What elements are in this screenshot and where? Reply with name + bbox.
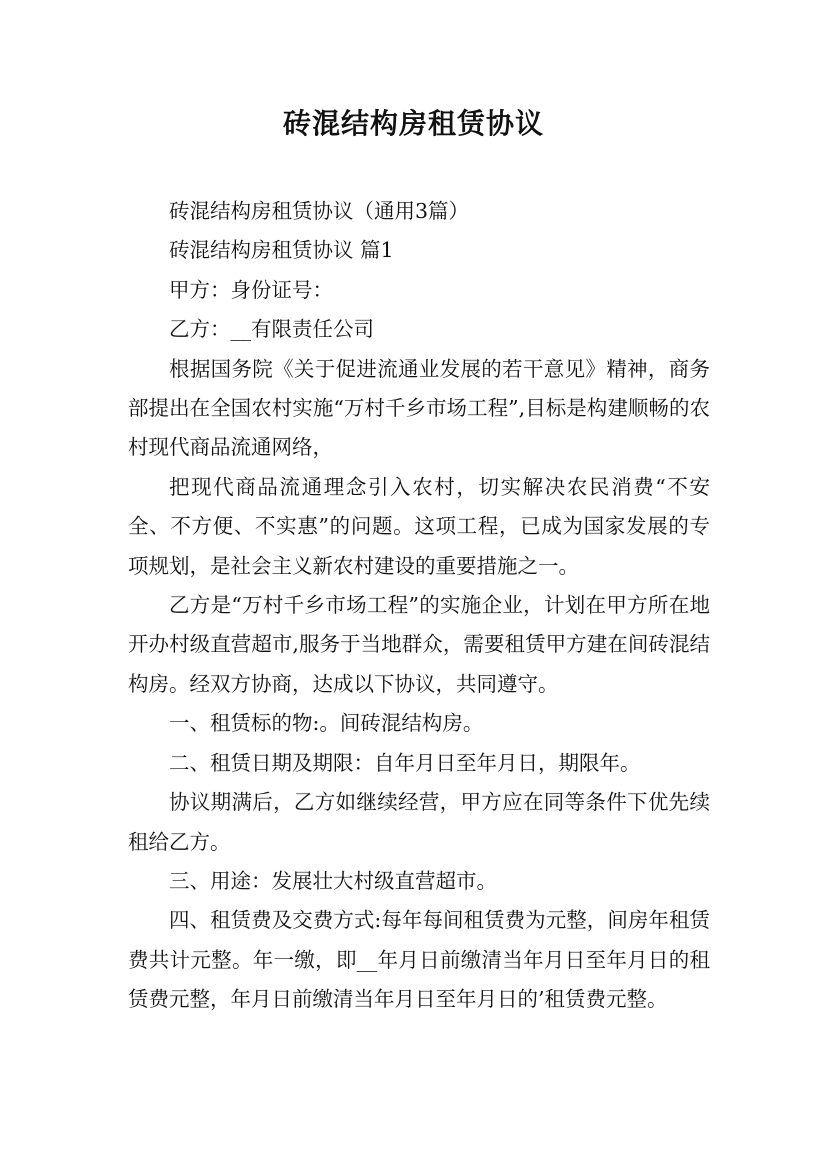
paragraph-agreement-intro: 乙方是“万村千乡市场工程”的实施企业，计划在甲方所在地开办村级直营超市,服务于当地群众，需要租赁甲方建在间砖混结构房。经双方协商，达成以下协议，共同遵守。 [128, 593, 710, 696]
paragraph-party-a: 甲方：身份证号： [169, 277, 333, 302]
document-title: 砖混结构房租赁协议 [282, 107, 544, 140]
document-body [128, 192, 710, 1020]
paragraph-background: 根据国务院《关于促进流通业发展的若干意见》精神，商务部提出在全国农村实施“万村千乡市场工程”,目标是构建顺畅的农村现代商品流通网络， [128, 356, 710, 460]
paragraph-clause-1: 一、租赁标的物:。间砖混结构房。 [169, 711, 484, 736]
paragraph-section-heading: 砖混结构房租赁协议 篇1 [169, 238, 394, 263]
paragraph-renewal: 协议期满后，乙方如继续经营，甲方应在同等条件下优先续租给乙方。 [128, 790, 710, 854]
paragraph-clause-3: 三、用途：发展壮大村级直营超市。 [169, 868, 497, 893]
paragraph-subtitle: 砖混结构房租赁协议（通用3篇） [169, 199, 470, 223]
paragraph-clause-4: 四、租赁费及交费方式:每年每间租赁费为元整，间房年租赁费共计元整。年一缴，即__年月日前缴清当年月日至年月日的租赁费元整，年月日前缴清当年月日至年月日的’租赁费元整。 [128, 908, 710, 1012]
paragraph-party-b: 乙方：__有限责任公司 [169, 317, 374, 342]
paragraph-purpose: 把现代商品流通理念引入农村，切实解决农民消费“不安全、不方便、不实惠”的问题。这项工程，已成为国家发展的专项规划，是社会主义新农村建设的重要措施之一。 [128, 474, 710, 578]
paragraph-clause-2: 二、租赁日期及期限：自年月日至年月日，期限年。 [169, 750, 641, 775]
